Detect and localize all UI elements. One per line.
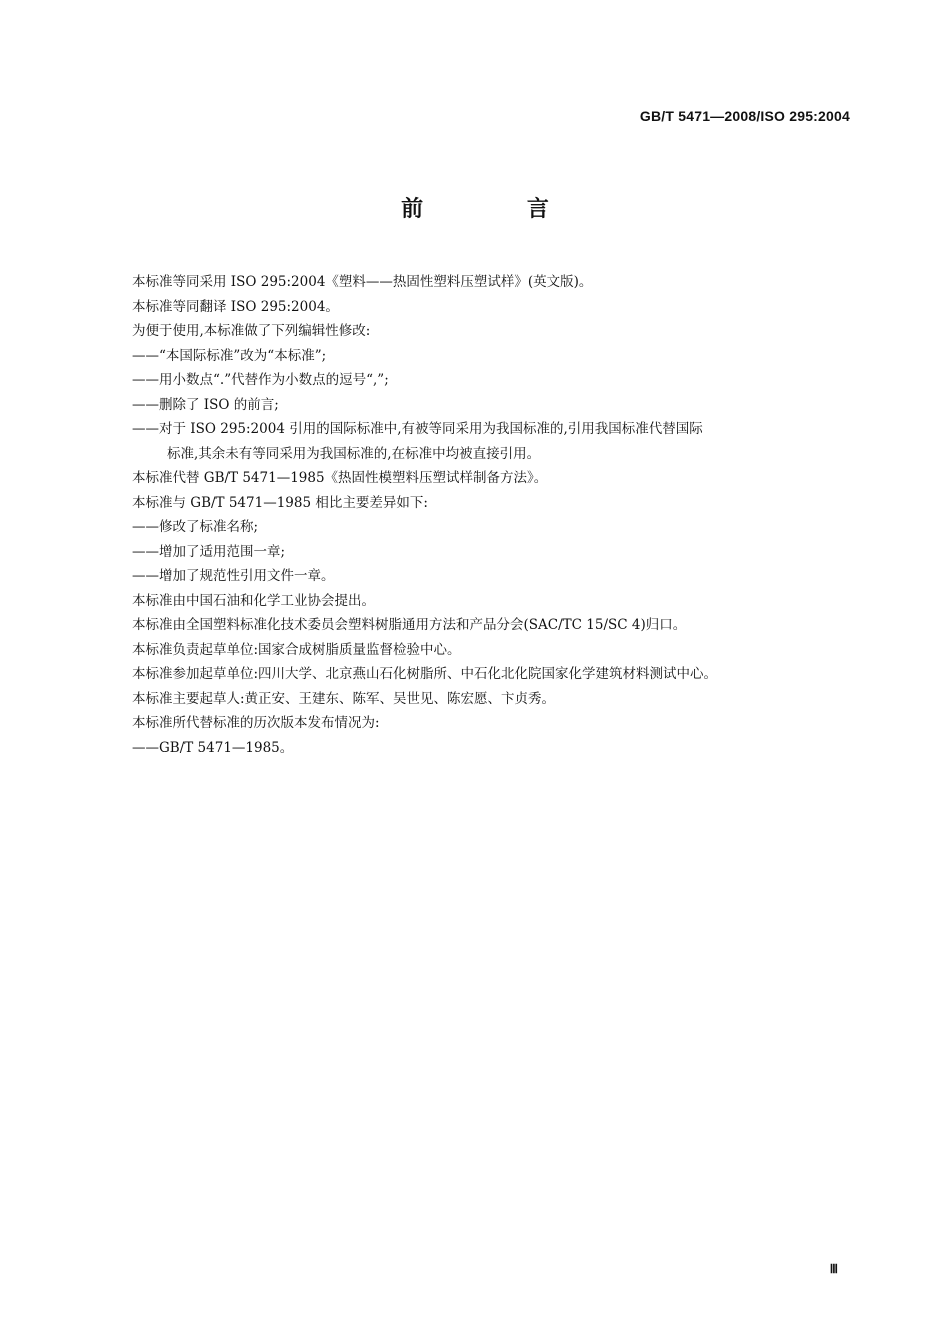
paragraph-line: 本标准由全国塑料标准化技术委员会塑料树脂通用方法和产品分会(SAC/TC 15/SC 4)归口。 [132, 617, 687, 633]
list-item: ——修改了标准名称; [132, 519, 259, 535]
list-item: ——增加了规范性引用文件一章。 [132, 568, 335, 584]
paragraph-line: 为便于使用,本标准做了下列编辑性修改: [132, 323, 371, 339]
paragraph-line: 本标准与 GB/T 5471—1985 相比主要差异如下: [132, 494, 428, 511]
paragraph-line: 本标准所代替标准的历次版本发布情况为: [132, 715, 380, 731]
paragraph-line: 本标准等同采用 ISO 295:2004《塑料——热固性塑料压塑试样》(英文版)。 [132, 274, 593, 290]
list-item: ——GB/T 5471—1985。 [132, 739, 294, 756]
paragraph-line: 本标准代替 GB/T 5471—1985《热固性模塑料压塑试样制备方法》。 [132, 470, 548, 486]
paragraph-line: 本标准主要起草人:黄正安、王建东、陈军、吴世见、陈宏愿、卞贞秀。 [132, 690, 556, 707]
page-title: 前 言 [401, 197, 597, 222]
standard-code: GB/T 5471—2008/ISO 295:2004 [639, 108, 850, 124]
list-item: ——删除了 ISO 的前言; [132, 396, 279, 413]
list-item-continuation: 标准,其余未有等同采用为我国标准的,在标准中均被直接引用。 [167, 445, 541, 462]
list-item: ——对于 ISO 295:2004 引用的国际标准中,有被等同采用为我国标准的,引用我国标准代替国际 [132, 421, 703, 437]
paragraph-line: 本标准由中国石油和化学工业协会提出。 [132, 592, 375, 609]
paragraph-line: 本标准参加起草单位:四川大学、北京燕山石化树脂所、中石化北化院国家化学建筑材料测试中心。 [132, 666, 718, 682]
list-item: ——“本国际标准”改为“本标准”; [132, 347, 327, 364]
foreword-body [132, 270, 852, 760]
paragraph-line: 本标准负责起草单位:国家合成树脂质量监督检验中心。 [132, 641, 461, 658]
page-number: Ⅲ [829, 1262, 838, 1276]
list-item: ——增加了适用范围一章; [132, 543, 286, 560]
paragraph-line: 本标准等同翻译 ISO 295:2004。 [132, 298, 339, 315]
list-item: ——用小数点“.”代替作为小数点的逗号“,”; [132, 372, 389, 388]
